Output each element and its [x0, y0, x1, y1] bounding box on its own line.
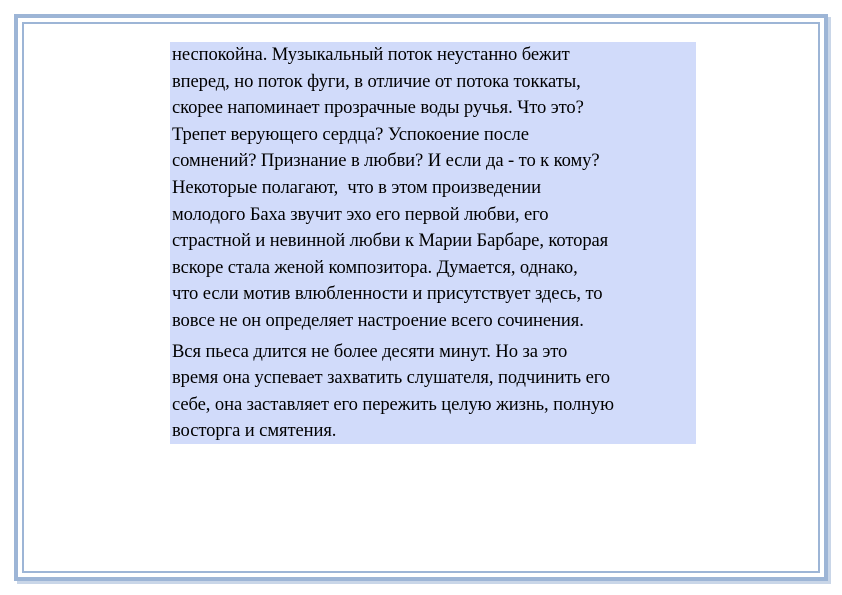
text-line: себе, она заставляет его пережить целую жизнь, полную: [172, 393, 614, 415]
paragraph-2: [172, 339, 694, 445]
text-line: молодого Баха звучит эхо его первой любви, его: [172, 203, 549, 225]
text-line: скорее напоминает прозрачные воды ручья. Что это?: [172, 97, 584, 119]
text-line: что если мотив влюбленности и присутствует здесь, то: [172, 283, 603, 305]
text-line: вовсе не он определяет настроение всего сочинения.: [172, 309, 584, 331]
text-line: вперед, но поток фуги, в отличие от потока токкаты,: [172, 70, 581, 92]
text-line: Вся пьеса длится не более десяти минут. Но за это: [172, 340, 568, 362]
text-line: Трепет верующего сердца? Успокоение после: [172, 123, 529, 145]
text-line: восторга и смятения.: [172, 420, 337, 442]
text-line: неспокойна. Музыкальный поток неустанно бежит: [172, 44, 570, 65]
paragraph-1: [172, 42, 694, 335]
text-block: [170, 42, 696, 444]
text-line: Некоторые полагают, что в этом произведении: [172, 176, 541, 198]
text-line: вскоре стала женой композитора. Думается, однако,: [172, 256, 578, 278]
text-line: страстной и невинной любви к Марии Барбаре, которая: [172, 230, 609, 252]
text-line: время она успевает захватить слушателя, подчинить его: [172, 367, 611, 389]
text-line: сомнений? Признание в любви? И если да - то к кому?: [172, 150, 600, 172]
